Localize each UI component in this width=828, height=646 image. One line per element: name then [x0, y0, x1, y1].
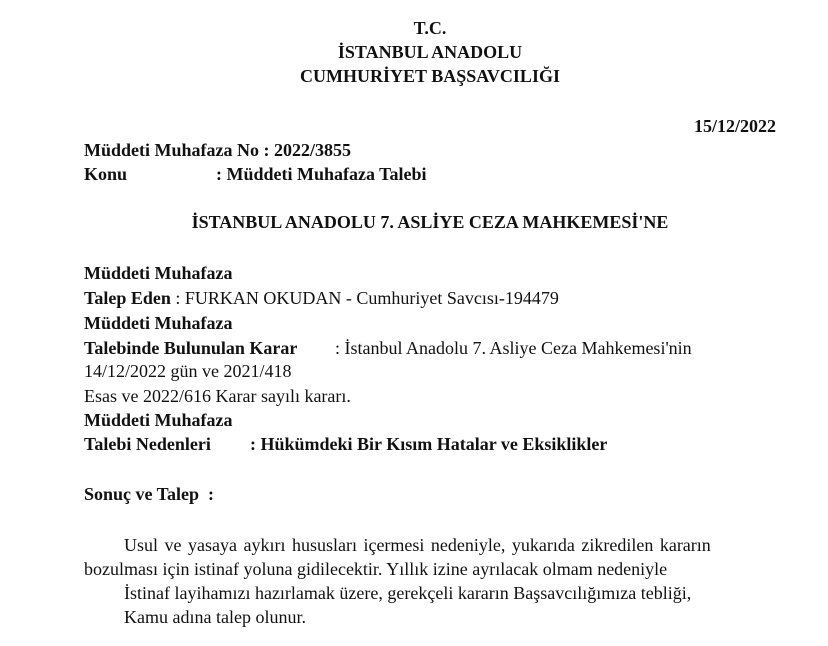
reasons-value: : Hükümdeki Bir Kısım Hatalar ve Eksiklikler: [250, 434, 608, 454]
decision-heading: Müddeti Muhafaza: [84, 313, 233, 333]
subject-label: Konu: [84, 164, 128, 184]
reference-number-label: Müddeti Muhafaza No: [84, 140, 259, 160]
decision-value: : İstanbul Anadolu 7. Asliye Ceza Mahkemesi'nin: [335, 338, 692, 358]
subject-value: : Müddeti Muhafaza Talebi: [216, 164, 427, 184]
reasons-heading: Müddeti Muhafaza: [84, 410, 233, 430]
subject: [84, 163, 427, 185]
addressee: İSTANBUL ANADOLU 7. ASLİYE CEZA MAHKEMESİ'NE: [191, 212, 669, 232]
decision-label: Talebinde Bulunulan Karar: [84, 338, 298, 358]
decision: [84, 337, 692, 359]
decision-line-2: 14/12/2022 gün ve 2021/418: [84, 361, 292, 381]
requester-heading: Müddeti Muhafaza: [84, 263, 233, 283]
requester-label: Talep Eden: [84, 288, 171, 308]
conclusion-line-2: bozulması için istinaf yoluna gidilecektir. Yıllık izine ayrılacak olmam nedeniyle: [84, 559, 668, 579]
requester: [84, 287, 559, 309]
decision-line-3: Esas ve 2022/616 Karar sayılı kararı.: [84, 386, 351, 406]
conclusion-line-4: Kamu adına talep olunur.: [124, 607, 306, 627]
requester-value: : FURKAN OKUDAN - Cumhuriyet Savcısı-194479: [175, 288, 559, 308]
document-date: 15/12/2022: [693, 116, 776, 136]
conclusion-line-3: İstinaf layihamızı hazırlamak üzere, gerekçeli kararın Başsavcılığımıza tebliği,: [124, 583, 692, 603]
header-prosecution: CUMHURİYET BAŞSAVCILIĞI: [300, 66, 560, 86]
conclusion-heading: Sonuç ve Talep :: [84, 484, 215, 504]
conclusion-line-1: Usul ve yasaya aykırı hususları içermesi nedeniyle, yukarıda zikredilen kararın: [124, 535, 711, 555]
reference-number-value: : 2022/3855: [263, 140, 351, 160]
header-office: İSTANBUL ANADOLU: [337, 42, 523, 62]
reasons-label: Talebi Nedenleri: [84, 434, 211, 454]
header-tc: T.C.: [413, 18, 447, 38]
reference-number: [84, 139, 351, 161]
reasons: [84, 433, 607, 455]
